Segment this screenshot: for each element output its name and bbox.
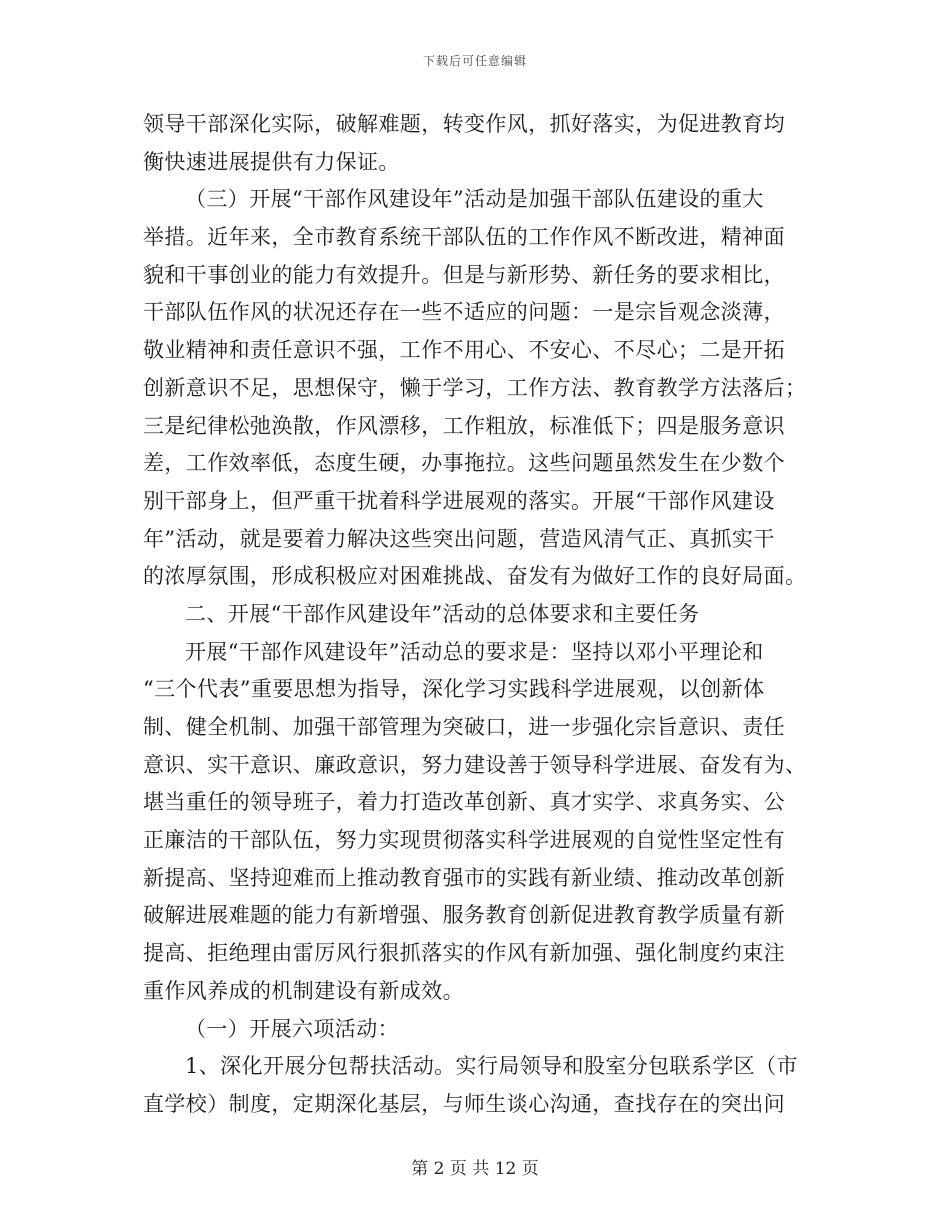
text-line: 正廉洁的干部队伍，努力实现贯彻落实科学进展观的自觉性坚定性有 [143,828,785,853]
text-line: “三个代表”重要思想为指导，深化学习实践科学进展观，以创新体 [143,677,765,702]
text-line: （一）开展六项活动： [185,1016,399,1041]
text-line: 创新意识不足，思想保守，懒于学习，工作方法、教育教学方法落后； [143,375,807,400]
text-line: 衡快速进展提供有力保证。 [143,149,400,174]
text-line: 堪当重任的领导班子，着力打造改革创新、真才实学、求真务实、公 [143,790,785,815]
text-line: 重作风养成的机制建设有新成效。 [143,978,464,1003]
text-line: 直学校）制度，定期深化基层，与师生谈心沟通，查找存在的突出问 [143,1091,785,1116]
text-line: 制、健全机制、加强干部管理为突破口，进一步强化宗旨意识、责任 [143,715,785,739]
text-line: 新提高、坚持迎难而上推动教育强市的实践有新业绩、推动改革创新 [143,865,785,890]
page-header: 下载后可任意编辑 [422,54,527,68]
text-line: 二、开展“干部作风建设年”活动的总体要求和主要任务 [185,601,700,626]
text-line: （三）开展“干部作风建设年”活动是加强干部队伍建设的重大 [185,187,764,212]
text-line: 提高、拒绝理由雷厉风行狠抓落实的作风有新加强、强化制度约束注 [143,941,785,966]
text-line: 别干部身上，但严重干扰着科学进展观的落实。开展“干部作风建设 [143,488,775,513]
text-line: 举措。近年来，全市教育系统干部队伍的工作作风不断改进，精神面 [143,225,785,250]
text-line: 干部队伍作风的状况还存在一些不适应的问题：一是宗旨观念淡薄， [143,300,785,325]
page-footer: 第 2 页 共 12 页 [411,1159,539,1179]
text-line: 年”活动，就是要着力解决这些突出问题，营造风清气正、真抓实干 [143,526,775,551]
text-line: 领导干部深化实际，破解难题，转变作风，抓好落实，为促进教育均 [143,112,785,136]
text-line: 差，工作效率低，态度生硬，办事拖拉。这些问题虽然发生在少数个 [143,451,785,476]
text-line: 1、深化开展分包帮扶活动。实行局领导和股室分包联系学区（市 [185,1054,798,1079]
text-line: 貌和干事创业的能力有效提升。但是与新形势、新任务的要求相比， [143,262,785,287]
text-line: 开展“干部作风建设年”活动总的要求是：坚持以邓小平理论和 [185,639,764,664]
body-text [143,106,808,1124]
text-line: 的浓厚氛围，形成积极应对困难挑战、奋发有为做好工作的良好局面。 [143,564,807,589]
text-line: 破解进展难题的能力有新增强、服务教育创新促进教育教学质量有新 [143,903,785,928]
text-line: 三是纪律松弛涣散，作风漂移，工作粗放，标准低下；四是服务意识 [143,413,785,438]
text-line: 意识、实干意识、廉政意识，努力建设善于领导科学进展、奋发有为、 [143,752,807,777]
text-line: 敬业精神和责任意识不强，工作不用心、不安心、不尽心；二是开拓 [143,338,785,363]
